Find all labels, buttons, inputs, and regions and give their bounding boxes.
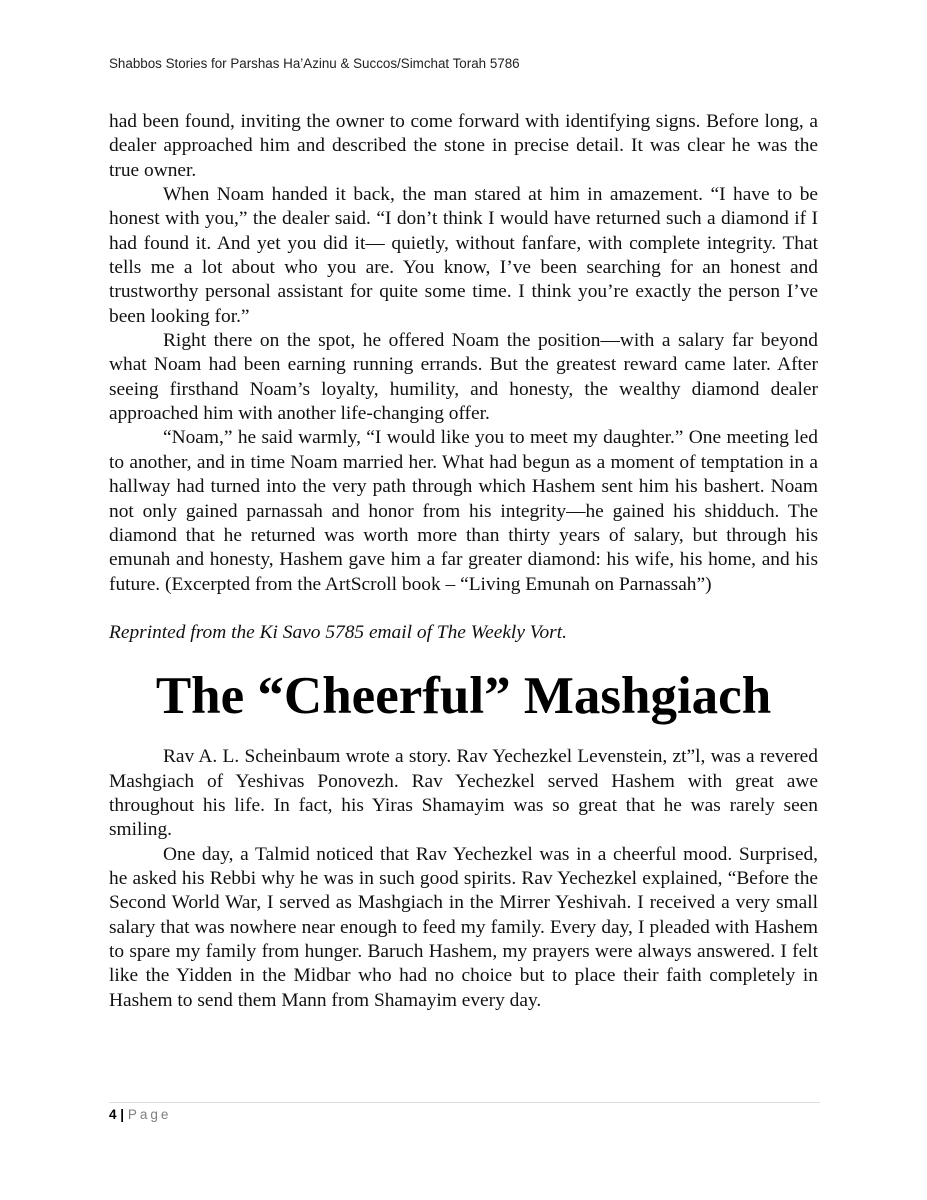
page-footer [109,1107,171,1122]
paragraph: Right there on the spot, he offered Noam the position—with a salary far beyond what Noam had been earning running errands. But the greatest reward came later. After seeing firsthand Noam’s loyalty, humility, and honesty, the wealthy diamond dealer approached him with another life-changing offer. [109,330,818,425]
story-title: The “Cheerful” Mashgiach [155,667,772,726]
running-header: Shabbos Stories for Parshas Ha’Azinu & Succos/Simchat Torah 5786 [109,56,520,71]
reprint-credit: Reprinted from the Ki Savo 5785 email of The Weekly Vort. [109,621,567,643]
paragraph: Rav A. L. Scheinbaum wrote a story. Rav Yechezkel Levenstein, zt”l, was a revered Mashgiach of Yeshivas Ponovezh. Rav Yechezkel served Hashem with great awe throughout his life. In fact, his Yiras Shamayim was so great that he was rarely seen smiling. [109,746,818,841]
page-number: 4 [109,1107,117,1122]
page-label: Page [127,1107,172,1122]
paragraph: “Noam,” he said warmly, “I would like you to meet my daughter.” One meeting led to another, and in time Noam married her. What had begun as a moment of temptation in a hallway had turned into the very path through which Hashem sent him his bashert. Noam not only gained parnassah and honor from his integrity—he gained his shidduch. The diamond that he returned was worth more than thirty years of salary, but through his emunah and honesty, Hashem gave him a far greater diamond: his wife, his home, and his future. (Excerpted from the ArtScroll book – “Living Emunah on Parnassah”) [109,427,818,595]
paragraph: One day, a Talmid noticed that Rav Yechezkel was in a cheerful mood. Surprised, he asked his Rebbi why he was in such good spirits. Rav Yechezkel explained, “Before the Second World War, I served as Mashgiach in the Mirrer Yeshivah. I received a very small salary that was nowhere near enough to feed my family. Every day, I pleaded with Hashem to spare my family from hunger. Baruch Hashem, my prayers were always answered. I felt like the Yidden in the Midbar who had no choice but to place their faith completely in Hashem to send them Mann from Shamayim every day. [109,843,818,1011]
footer-separator: | [120,1107,125,1122]
footer-divider [109,1102,820,1103]
paragraph: When Noam handed it back, the man stared at him in amazement. “I have to be honest with you,” the dealer said. “I don’t think I would have returned such a diamond if I had found it. And yet you did it— quietly, without fanfare, with complete integrity. That tells me a lot about who you are. You know, I’ve been searching for an honest and trustworthy personal assistant for quite some time. I think you’re exactly the person I’ve been looking for.” [109,184,818,327]
page-body [109,110,818,1013]
paragraph: had been found, inviting the owner to come forward with identifying signs. Before long, a dealer approached him and described the stone in precise detail. It was clear he was the true owner. [109,111,818,181]
